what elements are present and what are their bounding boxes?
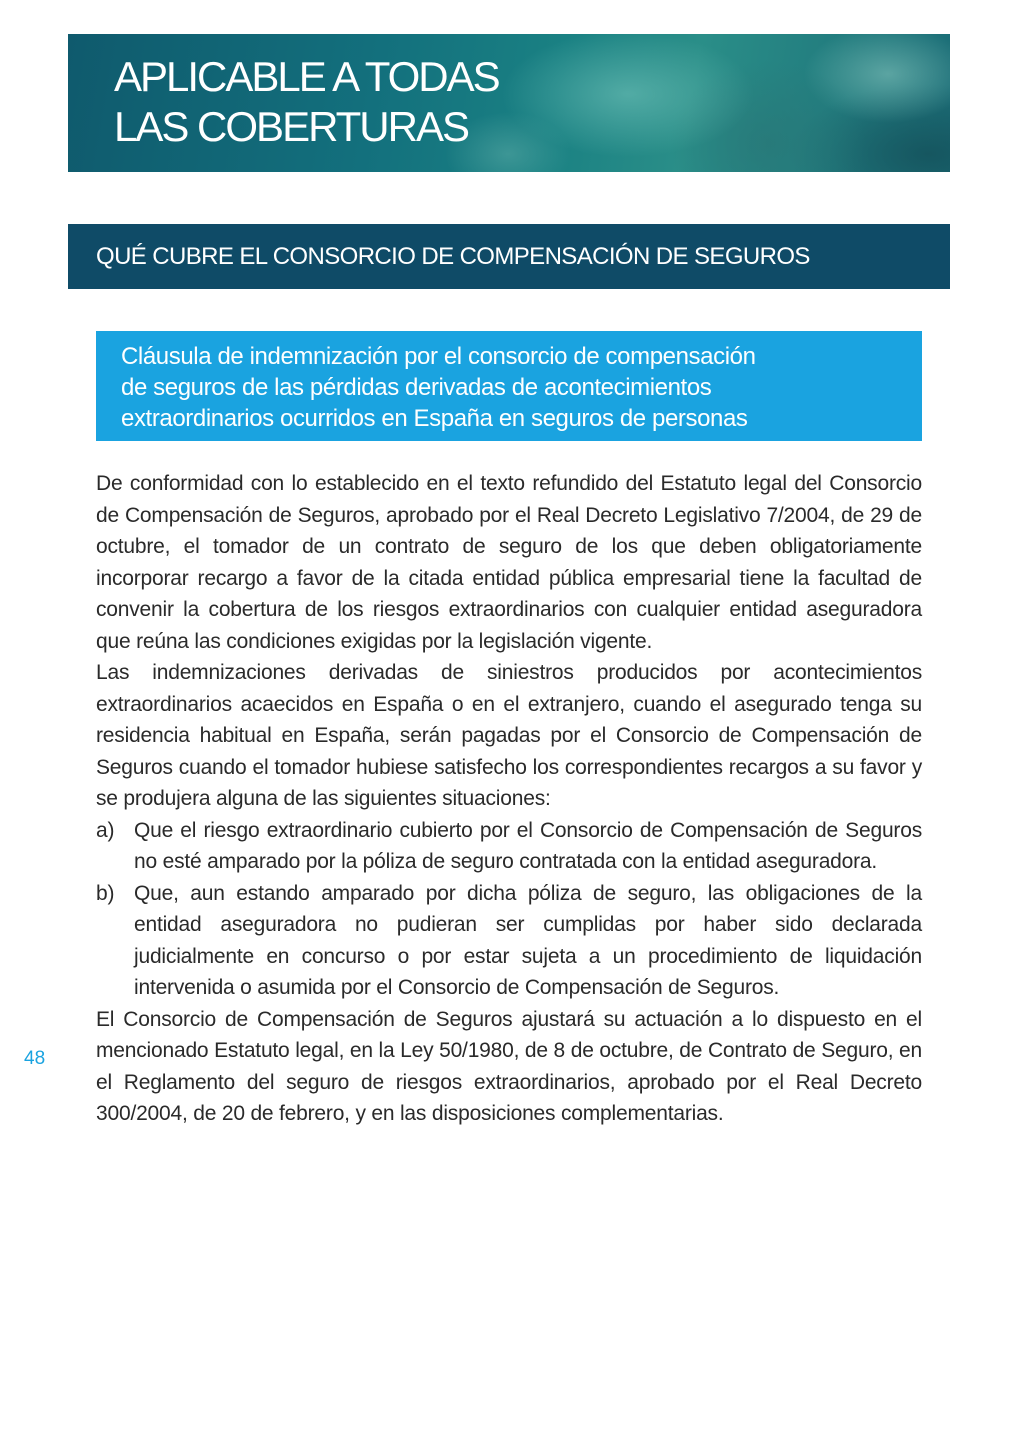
clause-title-line-1: Cláusula de indemnización por el consorcio de compensación xyxy=(121,343,756,370)
section-title: QUÉ CUBRE EL CONSORCIO DE COMPENSACIÓN DE SEGUROS xyxy=(96,242,810,270)
clause-title-line-2: de seguros de las pérdidas derivadas de acontecimientos xyxy=(121,374,712,401)
banner-title-line-2: LAS COBERTURAS xyxy=(114,103,468,150)
list-item-text: Que, aun estando amparado por dicha póliza de seguro, las obligaciones de la entidad aseguradora no pudieran ser cumplidas por haber sido declarada judicialmente en concurso o por estar sujeta a un procedimiento de liquidación intervenida o asumida por el Consorcio de Compensación de Seguros. xyxy=(134,881,922,999)
clause-title-line-3: extraordinarios ocurridos en España en seguros de personas xyxy=(121,405,748,432)
list-item xyxy=(96,878,922,1004)
situations-list xyxy=(96,815,922,1004)
list-item-marker: a) xyxy=(96,818,115,842)
paragraph-2: Las indemnizaciones derivadas de siniestros producidos por acontecimientos extraordinarios acaecidos en España o en el extranjero, cuando el asegurado tenga su residencia habitual en España, serán pagadas por el Consorcio de Compensación de Seguros cuando el tomador hubiese satisfecho los correspondientes recargos a su favor y se produjera alguna de las siguientes situaciones: xyxy=(96,661,922,810)
body-text xyxy=(96,468,922,1130)
banner-title-line-1: APLICABLE A TODAS xyxy=(114,53,499,100)
header-banner xyxy=(68,34,950,172)
list-item-text: Que el riesgo extraordinario cubierto por el Consorcio de Compensación de Seguros no esté amparado por la póliza de seguro contratada con la entidad aseguradora. xyxy=(134,818,922,873)
page-number: 48 xyxy=(24,1048,46,1069)
clause-title-box xyxy=(96,331,922,441)
list-item-marker: b) xyxy=(96,881,115,905)
paragraph-3: El Consorcio de Compensación de Seguros ajustará su actuación a lo dispuesto en el mencionado Estatuto legal, en la Ley 50/1980, de 8 de octubre, de Contrato de Seguro, en el Reglamento del seguro de riesgos extraordinarios, aprobado por el Real Decreto 300/2004, de 20 de febrero, y en las disposiciones complementarias. xyxy=(96,1007,922,1125)
paragraph-1: De conformidad con lo establecido en el texto refundido del Estatuto legal del Consorcio de Compensación de Seguros, aprobado por el Real Decreto Legislativo 7/2004, de 29 de octubre, el tomador de un contrato de seguro de los que deben obligatoriamente incorporar recargo a favor de la citada entidad pública empresarial tiene la facultad de convenir la cobertura de los riesgos extraordinarios con cualquier entidad aseguradora que reúna las condiciones exigidas por la legislación vigente. xyxy=(96,472,922,653)
banner-title xyxy=(114,52,499,152)
section-header-bar xyxy=(68,224,950,289)
clause-title xyxy=(121,341,911,434)
list-item xyxy=(96,815,922,878)
